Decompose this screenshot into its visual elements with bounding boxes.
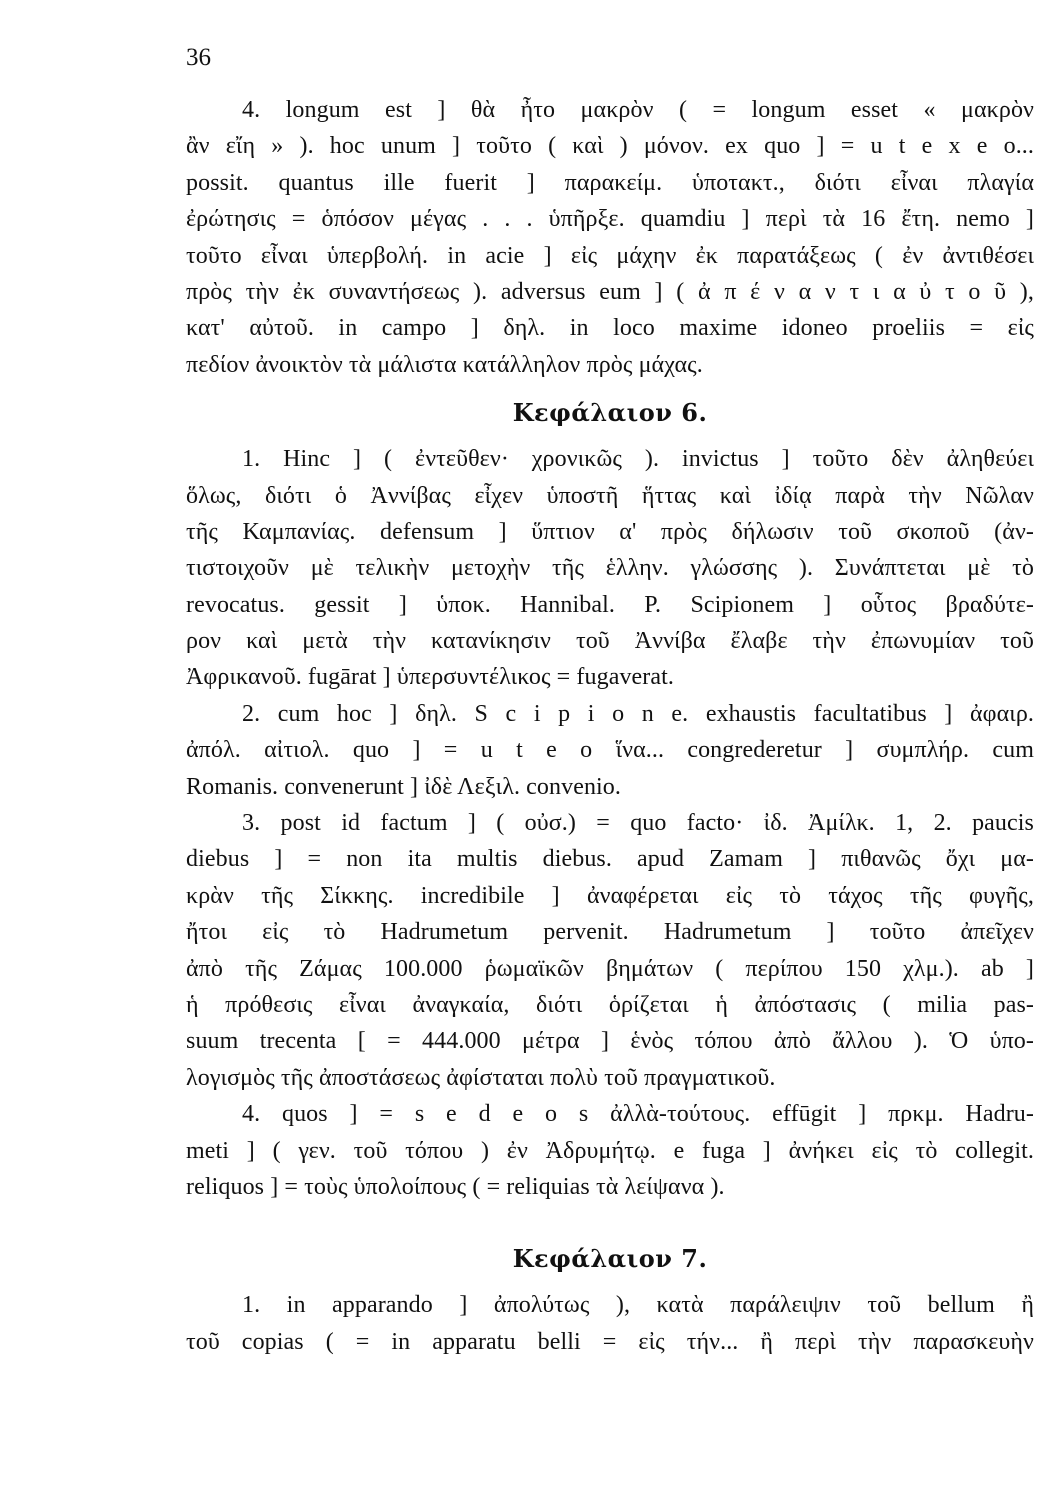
text-line: Ἀφρικανοῦ. fugārat ] ὑπερσυντέλικος = fugaverat. xyxy=(186,664,675,691)
text-line: diebus ] = non ita multis diebus. apud Zamam ] πιθανῶς ὄχι μα- xyxy=(186,846,1034,873)
chapter-5-commentary xyxy=(186,92,1034,383)
text-line: 4. longum est ] θὰ ἦτο μακρὸν ( = longum esset « μακρὸν xyxy=(242,97,1034,123)
text-line: Romanis. convenerunt ] ἰδὲ Λεξιλ. convenio. xyxy=(186,773,622,800)
page-body xyxy=(186,92,1034,1360)
text-line: τιστοιχοῦν μὲ τελικὴν μετοχὴν τῆς ἑλλην. γλώσσης ). Συνάπτεται μὲ τὸ xyxy=(186,555,1034,582)
text-line: ὅλως, διότι ὁ Ἀννίβας εἶχεν ὑποστῆ ἥττας καὶ ἰδίᾳ παρὰ τὴν Νῶλαν xyxy=(186,482,1034,509)
text-line: suum trecenta [ = 444.000 μέτρα ] ἑνὸς τόπου ἀπὸ ἄλλου ). Ὁ ὑπο- xyxy=(186,1028,1034,1055)
text-line: τῆς Καμπανίας. defensum ] ὕπτιον α' πρὸς δήλωσιν τοῦ σκοποῦ (ἀν- xyxy=(186,518,1034,545)
text-line: λογισμὸς τῆς ἀποστάσεως ἀφίσταται πολὺ τοῦ πραγματικοῦ. xyxy=(186,1064,776,1091)
text-line: 2. cum hoc ] δηλ. S c i p i o n e. exhaustis facultatibus ] ἀφαιρ. xyxy=(242,700,1034,727)
text-line: τοῦτο εἶναι ὑπερβολή. in acie ] εἰς μάχην ἐκ παρατάξεως ( ἐν ἀντιθέσει xyxy=(186,242,1034,269)
text-line: κατ' αὐτοῦ. in campo ] δηλ. in loco maxime idoneo proeliis = εἰς xyxy=(186,315,1034,342)
text-line: τοῦ copias ( = in apparatu belli = εἰς τήν... ἢ περὶ τὴν παρασκευὴν xyxy=(186,1328,1034,1355)
text-line: 3. post id factum ] ( οὐσ.) = quo facto· ἰδ. Ἀμίλκ. 1, 2. paucis xyxy=(242,810,1034,837)
text-line: ἤτοι εἰς τὸ Hadrumetum pervenit. Hadrumetum ] τοῦτο ἀπεῖχεν xyxy=(186,919,1034,946)
text-line: 1. in apparando ] ἀπολύτως ), κατὰ παράλειψιν τοῦ bellum ἢ xyxy=(242,1292,1034,1319)
text-line: πρὸς τὴν ἐκ συναντήσεως ). adversus eum ] ( ἀ π έ ν α ν τ ι α ὐ τ ο ῦ ), xyxy=(186,278,1034,305)
chapter-7-commentary xyxy=(186,1287,1034,1360)
text-line: ρον καὶ μετὰ τὴν κατανίκησιν τοῦ Ἀννίβα ἔλαβε τὴν ἐπωνυμίαν τοῦ xyxy=(186,628,1034,655)
text-line: ἀπὸ τῆς Ζάμας 100.000 ῥωμαϊκῶν βημάτων ( περίπου 150 χλμ.). ab ] xyxy=(186,955,1034,982)
page-number: 36 xyxy=(186,44,211,71)
text-line: meti ] ( γεν. τοῦ τόπου ) ἐν Ἀδρυμήτῳ. e fuga ] ἀνήκει εἰς τὸ collegit. xyxy=(186,1137,1034,1164)
chapter-6-commentary xyxy=(186,441,1034,1205)
text-line: reliquos ] = τοὺς ὑπολοίπους ( = reliquias τὰ λείψανα ). xyxy=(186,1173,725,1200)
text-line: πεδίον ἀνοικτὸν τὰ μάλιστα κατάλληλον πρὸς μάχας. xyxy=(186,351,703,378)
text-line: revocatus. gessit ] ὑποκ. Hannibal. P. Scipionem ] οὗτος βραδύτε- xyxy=(186,591,1034,618)
text-line: 1. Hinc ] ( ἐντεῦθεν· χρονικῶς ). invictus ] τοῦτο δὲν ἀληθεύει xyxy=(242,446,1034,473)
text-line: ἀπόλ. αἰτιολ. quo ] = u t e o ἵνα... congrederetur ] συμπλήρ. cum xyxy=(186,737,1034,764)
chapter-heading-6: Κεφάλαιον 6. xyxy=(512,398,708,428)
text-line: ἂν εἴη » ). hoc unum ] τοῦτο ( καὶ ) μόνον. ex quo ] = u t e x e o... xyxy=(186,133,1034,160)
chapter-heading-7: Κεφάλαιον 7. xyxy=(512,1244,708,1274)
text-line: ἐρώτησις = ὁπόσον μέγας . . . ὑπῆρξε. quamdiu ] περὶ τὰ 16 ἔτη. nemo ] xyxy=(186,206,1034,233)
text-line: possit. quantus ille fuerit ] παρακείμ. ὑποτακτ., διότι εἶναι πλαγία xyxy=(186,169,1034,196)
text-line: ἡ πρόθεσις εἶναι ἀναγκαία, διότι ὁρίζεται ἡ ἀπόστασις ( milia pas- xyxy=(186,991,1034,1018)
text-line: 4. quos ] = s e d e o s ἀλλὰ-τούτους. effūgit ] πρκμ. Hadru- xyxy=(242,1101,1034,1128)
text-line: κρὰν τῆς Σίκκης. incredibile ] ἀναφέρεται εἰς τὸ τάχος τῆς φυγῆς, xyxy=(186,882,1034,909)
